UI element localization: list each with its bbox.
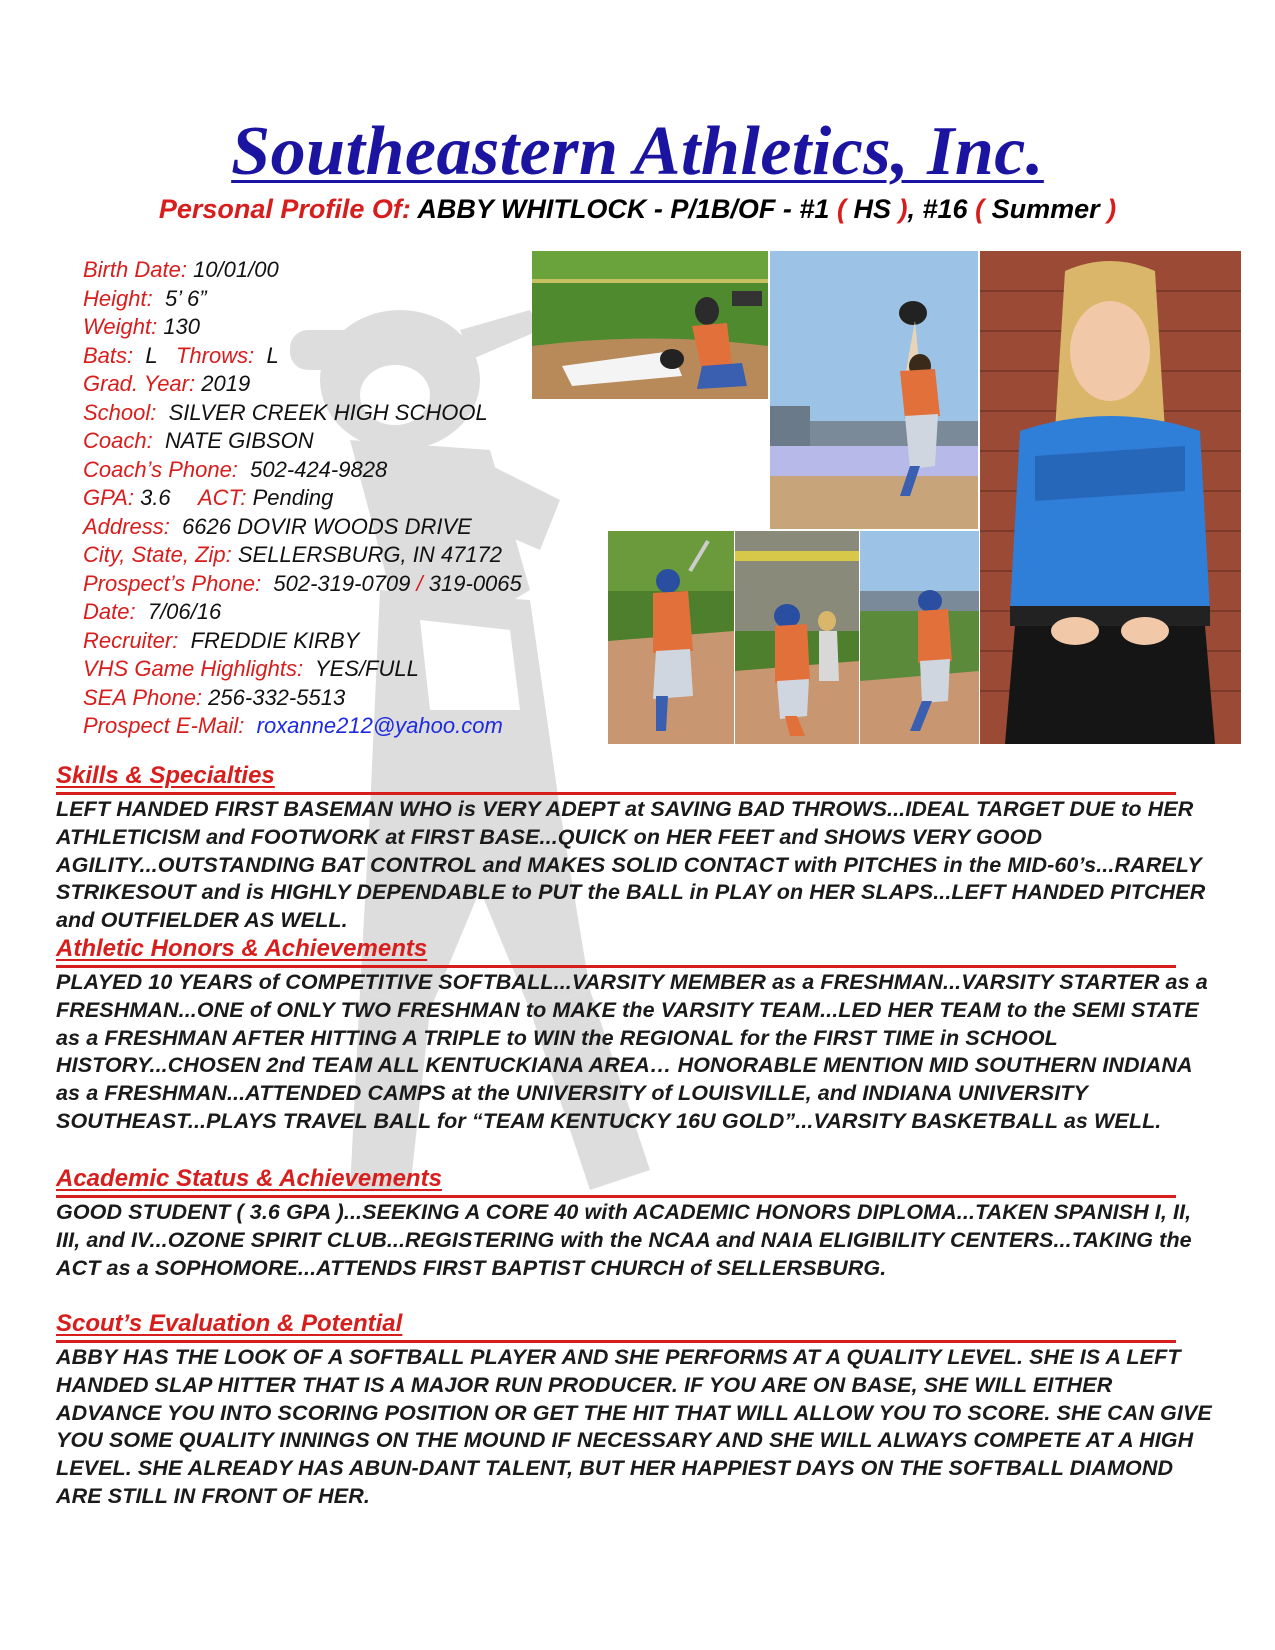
city-value: SELLERSBURG, IN 47172	[237, 542, 503, 567]
scout-body: ABBY HAS THE LOOK OF A SOFTBALL PLAYER AND SHE PERFORMS AT A QUALITY LEVEL. SHE IS A LEFT HANDED SLAP HITTER THAT IS A MAJOR RUN PRODUCER. IF YOU ARE ON BASE, SHE WILL EITHER ADVANCE YOU INTO SCORING POSITION OR GET THE HIT THAT WILL ALLOW YOU TO SCORE. SHE CAN GIVE YOU SOME QUALITY INNINGS ON THE MOUND IF NECESSARY AND SHE WILL ALWAYS COMPETE AT A HIGH LEVEL. SHE ALREADY HAS ABUN-DANT TALENT, BUT HER HAPPIEST DAYS ON THE SOFTBALL DIAMOND ARE STILL IN FRONT OF HER.	[56, 1345, 1212, 1508]
prospect-phone-value: 502-319-0709	[273, 570, 411, 596]
info-row-coach	[83, 427, 643, 456]
prospect-phone-label: Prospect’s Phone:	[83, 570, 262, 596]
scout-heading: Scout’s Evaluation & Potential	[56, 1310, 1176, 1343]
birth-date-label: Birth Date:	[83, 257, 187, 282]
address-value: 6626 DOVIR WOODS DRIVE	[182, 513, 472, 539]
photo-leaping-catch	[770, 251, 978, 529]
skills-body: LEFT HANDED FIRST BASEMAN WHO is VERY ADEPT at SAVING BAD THROWS...IDEAL TARGET DUE to HER ATHLETICISM and FOOTWORK at FIRST BASE...QUICK on HER FEET and SHOWS VERY GOOD AGILITY...OUTSTANDING BAT CONTROL and MAKES SOLID CONTACT with PITCHES in the MID-60’s...RARELY STRIKESOUT and is HIGHLY DEPENDABLE to PUT the BALL in PLAY on HER SLAPS...LEFT HANDED PITCHER and OUTFIELDER AS WELL.	[56, 797, 1206, 933]
photo-fielding-tag	[532, 251, 768, 399]
email-label: Prospect E-Mail:	[83, 713, 245, 738]
profile-subtitle	[0, 194, 1275, 225]
vhs-label: VHS Game Highlights:	[83, 656, 304, 681]
photo-portrait	[980, 251, 1241, 744]
phone-separator: /	[416, 570, 423, 596]
height-value: 5’ 6”	[164, 285, 207, 311]
coach-phone-label: Coach’s Phone:	[83, 456, 238, 482]
act-value: Pending	[252, 485, 334, 510]
info-row-school	[83, 399, 643, 428]
info-row-prospect-phone	[83, 570, 643, 599]
info-row-date	[83, 598, 643, 627]
height-label: Height:	[83, 285, 153, 311]
info-row-city	[83, 541, 643, 570]
info-row-sea-phone	[83, 684, 643, 713]
info-row-recruiter	[83, 627, 643, 656]
city-label: City, State, Zip:	[83, 542, 232, 567]
date-label: Date:	[83, 599, 136, 624]
sea-phone-label: SEA Phone:	[83, 684, 203, 710]
honors-heading: Athletic Honors & Achievements	[56, 935, 1176, 968]
sea-phone-value: 256-332-5513	[208, 684, 346, 710]
photo-batting-stance	[608, 531, 734, 744]
skills-heading: Skills & Specialties	[56, 762, 1176, 795]
act-label: ACT:	[197, 485, 247, 510]
birth-date-value: 10/01/00	[193, 257, 279, 282]
player-line: ABBY WHITLOCK - P/1B/OF - #1	[417, 194, 830, 224]
gpa-label: GPA:	[83, 485, 134, 510]
summer-number: , #16	[907, 194, 968, 224]
organization-title: Southeastern Athletics, Inc.	[231, 113, 1044, 190]
gpa-value: 3.6	[140, 485, 171, 510]
info-row-vhs	[83, 655, 643, 684]
profile-label: Personal Profile Of:	[158, 194, 411, 224]
school-value: SILVER CREEK HIGH SCHOOL	[168, 399, 488, 425]
paren-close: )	[1107, 194, 1117, 224]
recruiter-value: FREDDIE KIRBY	[190, 627, 360, 653]
paren-open: (	[836, 194, 846, 224]
grad-year-label: Grad. Year:	[83, 371, 196, 396]
date-value: 7/06/16	[147, 599, 222, 624]
bats-value: L	[145, 342, 158, 368]
throws-label: Throws:	[175, 342, 255, 368]
paren-close: )	[898, 194, 908, 224]
weight-label: Weight:	[83, 314, 158, 339]
honors-body: PLAYED 10 YEARS of COMPETITIVE SOFTBALL...VARSITY MEMBER as a FRESHMAN...VARSITY STARTER as a FRESHMAN...ONE of ONLY TWO FRESHMAN to MAKE the VARSITY TEAM...LED HER TEAM to the SEMI STATE as a FRESHMAN AFTER HITTING A TRIPLE to WIN the REGIONAL for the FIRST TIME in SCHOOL HISTORY...CHOSEN 2nd TEAM ALL KENTUCKIANA AREA… HONORABLE MENTION MID SOUTHERN INDIANA as a FRESHMAN...ATTENDED CAMPS at the UNIVERSITY of LOUISVILLE, and INDIANA UNIVERSITY SOUTHEAST...PLAYS TRAVEL BALL for “TEAM KENTUCKY 16U GOLD”...VARSITY BASKETBALL as WELL.	[56, 970, 1208, 1133]
academic-body: GOOD STUDENT ( 3.6 GPA )...SEEKING A CORE 40 with ACADEMIC HONORS DIPLOMA...TAKEN SPANISH I, II, III, and IV...OZONE SPIRIT CLUB...REGISTERING with the NCAA and NAIA ELIGIBILITY CENTERS...TAKING the ACT as a SOPHOMORE...ATTENDS FIRST BAPTIST CHURCH of SELLERSBURG.	[56, 1200, 1192, 1280]
paren-open: (	[975, 194, 985, 224]
info-row-coach-phone	[83, 456, 643, 485]
coach-value: NATE GIBSON	[164, 428, 314, 453]
summer-label: Summer	[991, 194, 1100, 224]
academic-heading: Academic Status & Achievements	[56, 1165, 1176, 1198]
vhs-value: YES/FULL	[314, 656, 419, 681]
photo-running	[860, 531, 979, 744]
bats-label: Bats:	[83, 342, 134, 368]
school-label: School:	[83, 399, 157, 425]
info-row-address	[83, 513, 643, 542]
recruiter-label: Recruiter:	[83, 627, 179, 653]
throws-value: L	[266, 342, 279, 368]
prospect-phone-alt-value: 319-0065	[428, 570, 522, 596]
photo-slap-swing	[735, 531, 859, 744]
info-row-email	[83, 712, 643, 741]
coach-label: Coach:	[83, 428, 153, 453]
coach-phone-value: 502-424-9828	[250, 456, 388, 482]
address-label: Address:	[83, 513, 170, 539]
hs-label: HS	[853, 194, 891, 224]
weight-value: 130	[163, 314, 201, 339]
info-row-gpa-act	[83, 484, 643, 513]
email-link[interactable]: roxanne212@yahoo.com	[256, 713, 503, 738]
grad-year-value: 2019	[201, 371, 251, 396]
